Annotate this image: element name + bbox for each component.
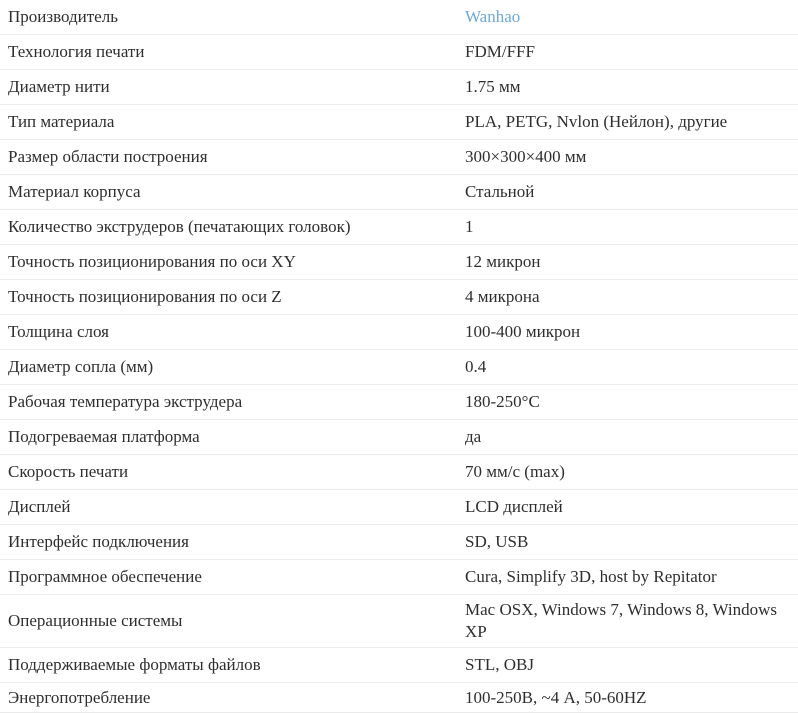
spec-value: 1 (465, 217, 474, 237)
spec-label: Тип материала (8, 112, 115, 132)
spec-value: Стальной (465, 182, 535, 202)
spec-label: Поддерживаемые форматы файлов (8, 654, 261, 674)
spec-label: Точность позиционирования по оси XY (8, 252, 296, 272)
spec-row (0, 420, 798, 455)
spec-label: Материал корпуса (8, 182, 141, 202)
spec-value: Mac OSX, Windows 7, Windows 8, Windows XP (465, 600, 777, 641)
spec-row (0, 455, 798, 490)
spec-value: да (465, 427, 482, 447)
spec-row (0, 280, 798, 315)
spec-value: PLA, PETG, Nvlon (Нейлон), другие (465, 112, 728, 132)
spec-label: Энергопотребление (8, 687, 151, 707)
spec-value: 300×300×400 мм (465, 147, 587, 167)
spec-label: Количество экструдеров (печатающих головок) (8, 217, 351, 237)
spec-label: Скорость печати (8, 462, 129, 482)
spec-row (0, 525, 798, 560)
spec-label: Диаметр нити (8, 77, 110, 97)
spec-label: Технология печати (8, 42, 145, 62)
spec-row (0, 0, 798, 35)
spec-row (0, 210, 798, 245)
spec-row (0, 560, 798, 595)
spec-row (0, 683, 798, 714)
spec-row (0, 105, 798, 140)
spec-row (0, 245, 798, 280)
spec-label: Диаметр сопла (мм) (8, 357, 154, 377)
spec-label: Размер области построения (8, 147, 208, 167)
spec-row (0, 595, 798, 648)
spec-value: Cura, Simplify 3D, host by Repitator (465, 567, 717, 587)
spec-label: Производитель (8, 7, 118, 27)
spec-label: Программное обеспечение (8, 567, 202, 587)
spec-label: Точность позиционирования по оси Z (8, 287, 282, 307)
spec-value: 12 микрон (465, 252, 541, 272)
spec-value: 1.75 мм (465, 77, 521, 97)
spec-row (0, 385, 798, 420)
spec-row (0, 70, 798, 105)
spec-label: Операционные системы (8, 610, 183, 630)
spec-label: Рабочая температура экструдера (8, 392, 243, 412)
spec-value: 70 мм/с (max) (465, 462, 565, 482)
spec-label: Толщина слоя (8, 322, 109, 342)
spec-label: Интерфейс подключения (8, 532, 189, 552)
spec-value: SD, USB (465, 532, 529, 552)
spec-value: 100-400 микрон (465, 322, 581, 342)
spec-value: LCD дисплей (465, 497, 563, 517)
spec-value: 4 микрона (465, 287, 540, 307)
spec-row (0, 350, 798, 385)
spec-row (0, 315, 798, 350)
spec-value: 0.4 (465, 357, 487, 377)
spec-row (0, 140, 798, 175)
spec-row (0, 175, 798, 210)
spec-row (0, 490, 798, 525)
spec-label: Дисплей (8, 497, 71, 517)
spec-value: STL, OBJ (465, 654, 534, 674)
spec-value: 100-250В, ~4 А, 50-60HZ (465, 687, 647, 707)
manufacturer-link[interactable]: Wanhao (465, 7, 521, 27)
spec-row (0, 648, 798, 683)
spec-value: FDM/FFF (465, 42, 535, 62)
spec-label: Подогреваемая платформа (8, 427, 200, 447)
spec-row (0, 35, 798, 70)
spec-value: 180-250°C (465, 392, 540, 412)
